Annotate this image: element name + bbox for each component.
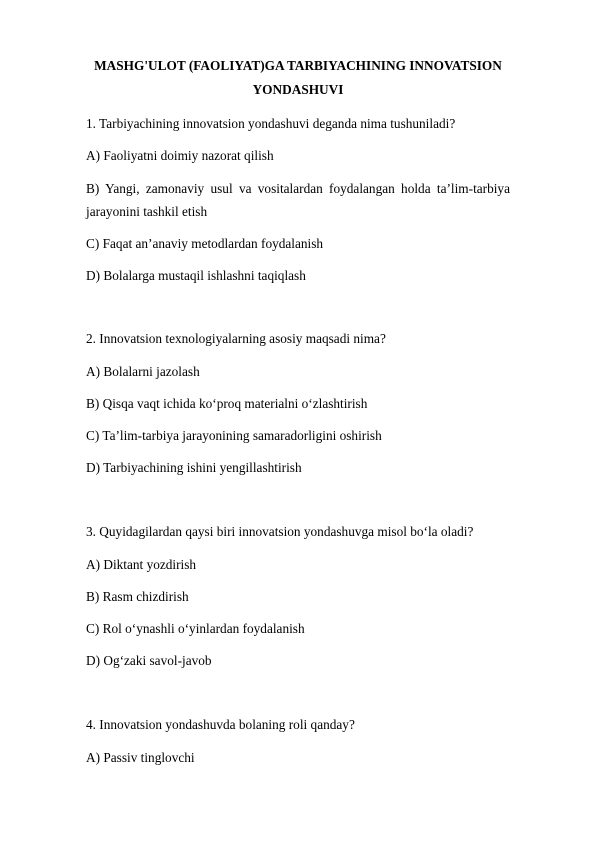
question-1-option-b-line-1: B) Yangi, zamonaviy usul va vositalardan foydalangan holda ta’lim-tarbiya (86, 181, 510, 196)
question-3-option-a: A) Diktant yozdirish (86, 557, 197, 572)
question-1-option-d: D) Bolalarga mustaqil ishlashni taqiqlash (86, 268, 306, 283)
document-title-line-2: YONDASHUVI (252, 82, 344, 97)
question-1-option-b-line-2: jarayonini tashkil etish (86, 204, 208, 219)
question-3-option-b: B) Rasm chizdirish (86, 589, 189, 604)
question-2-option-a: A) Bolalarni jazolash (86, 364, 200, 379)
question-3-option-c: C) Rol o‘ynashli o‘yinlardan foydalanish (86, 621, 305, 636)
question-2-option-c: C) Ta’lim-tarbiya jarayonining samaradorligini oshirish (86, 428, 382, 443)
question-2-text: 2. Innovatsion texnologiyalarning asosiy maqsadi nima? (86, 331, 386, 346)
question-3-option-d: D) Og‘zaki savol-javob (86, 653, 212, 668)
question-3-text: 3. Quyidagilardan qaysi biri innovatsion yondashuvga misol bo‘la oladi? (86, 524, 474, 539)
question-2-option-d: D) Tarbiyachining ishini yengillashtirish (86, 460, 302, 475)
question-4-option-a: A) Passiv tinglovchi (86, 750, 195, 765)
question-1-option-a: A) Faoliyatni doimiy nazorat qilish (86, 148, 274, 163)
question-4-text: 4. Innovatsion yondashuvda bolaning roli qanday? (86, 717, 355, 732)
question-2-option-b: B) Qisqa vaqt ichida ko‘proq materialni o‘zlashtirish (86, 396, 368, 411)
question-1-text: 1. Tarbiyachining innovatsion yondashuvi deganda nima tushuniladi? (86, 116, 456, 131)
question-1-option-c: C) Faqat an’anaviy metodlardan foydalanish (86, 236, 324, 251)
document-title-line-1: MASHG'ULOT (FAOLIYAT)GA TARBIYACHINING INNOVATSION (94, 58, 502, 73)
